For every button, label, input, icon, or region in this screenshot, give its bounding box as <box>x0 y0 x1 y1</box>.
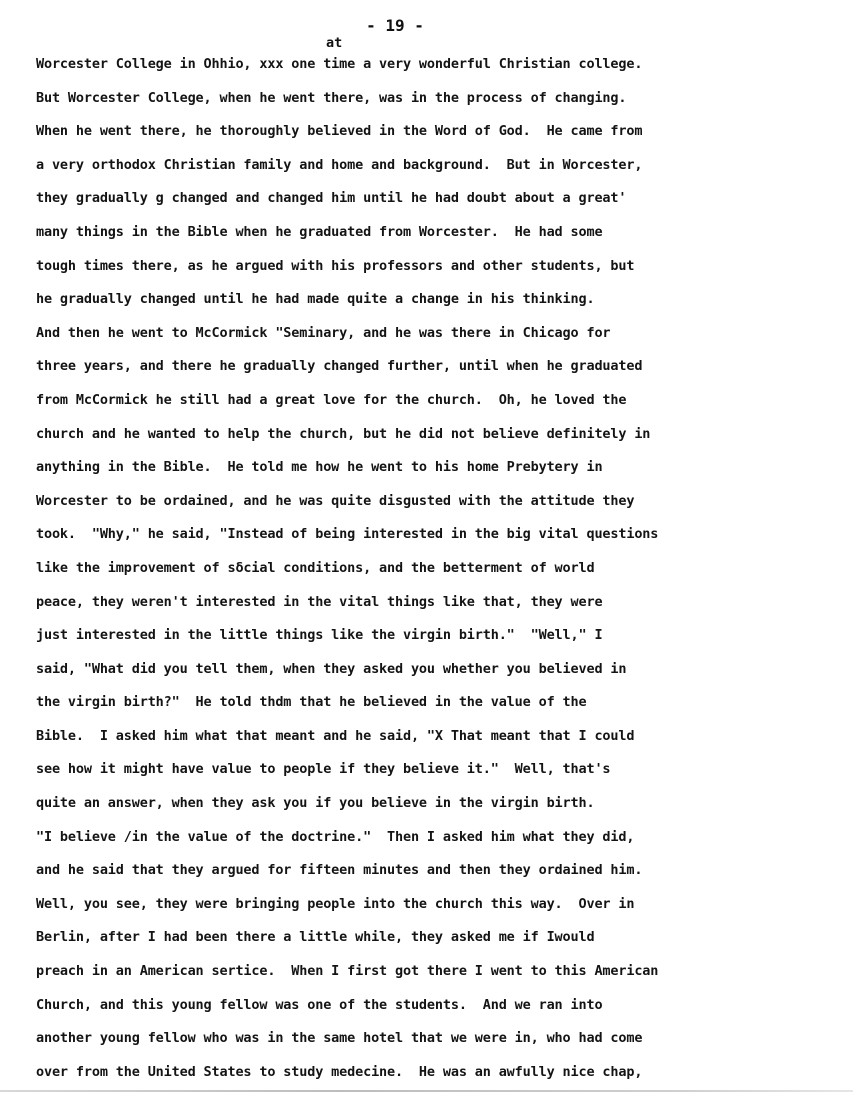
text-line: three years, and there he gradually changed further, until when he graduated <box>36 358 643 375</box>
text-line: they gradually g changed and changed him until he had doubt about a great' <box>36 190 627 207</box>
scan-edge-shadow <box>0 1090 853 1092</box>
text-line: he gradually changed until he had made quite a change in his thinking. <box>36 291 595 308</box>
text-line: over from the United States to study medecine. He was an awfully nice chap, <box>36 1063 643 1080</box>
text-line: church and he wanted to help the church, but he did not believe definitely in <box>36 425 651 442</box>
text-line: see how it might have value to people if they believe it." Well, that's <box>36 761 611 778</box>
text-line: Church, and this young fellow was one of the students. And we ran into <box>36 996 603 1013</box>
text-line: When he went there, he thoroughly believed in the Word of God. He came from <box>36 123 643 140</box>
text-line: and he said that they argued for fifteen minutes and then they ordained him. <box>36 862 643 879</box>
text-line: Bible. I asked him what that meant and he said, "X That meant that I could <box>36 727 635 744</box>
text-line: Worcester to be ordained, and he was quite disgusted with the attitude they <box>36 492 635 509</box>
text-line: a very orthodox Christian family and home and background. But in Worcester, <box>36 156 643 173</box>
body-text <box>36 48 836 1089</box>
text-line: preach in an American sertice. When I first got there I went to this American <box>36 963 659 980</box>
text-line: like the improvement of sδcial conditions, and the betterment of world <box>36 559 595 576</box>
text-line: the virgin birth?" He told thdm that he believed in the value of the <box>36 694 587 711</box>
page-number: - 19 - <box>366 16 424 35</box>
text-line: many things in the Bible when he graduated from Worcester. He had some <box>36 223 603 240</box>
text-line: another young fellow who was in the same hotel that we were in, who had come <box>36 1030 643 1047</box>
text-line: took. "Why," he said, "Instead of being interested in the big vital questions <box>36 526 659 543</box>
interlinear-correction: at <box>326 35 343 51</box>
text-line: tough times there, as he argued with his professors and other students, but <box>36 257 635 274</box>
text-line: Well, you see, they were bringing people into the church this way. Over in <box>36 895 635 912</box>
text-line: said, "What did you tell them, when they asked you whether you believed in <box>36 660 627 677</box>
text-line: quite an answer, when they ask you if you believe in the virgin birth. <box>36 795 595 812</box>
text-line: peace, they weren't interested in the vital things like that, they were <box>36 593 603 610</box>
text-line: "I believe /in the value of the doctrine." Then I asked him what they did, <box>36 828 635 845</box>
text-line: just interested in the little things like the virgin birth." "Well," I <box>36 627 603 644</box>
text-line: from McCormick he still had a great love for the church. Oh, he loved the <box>36 391 627 408</box>
text-line: But Worcester College, when he went there, was in the process of changing. <box>36 89 627 106</box>
text-line: anything in the Bible. He told me how he went to his home Prebytery in <box>36 459 603 476</box>
text-line: And then he went to McCormick "Seminary, and he was there in Chicago for <box>36 324 611 341</box>
text-line: Berlin, after I had been there a little while, they asked me if Iwould <box>36 929 595 946</box>
text-line: Worcester College in Ohhio, xxx one time a very wonderful Christian college. <box>36 56 643 72</box>
